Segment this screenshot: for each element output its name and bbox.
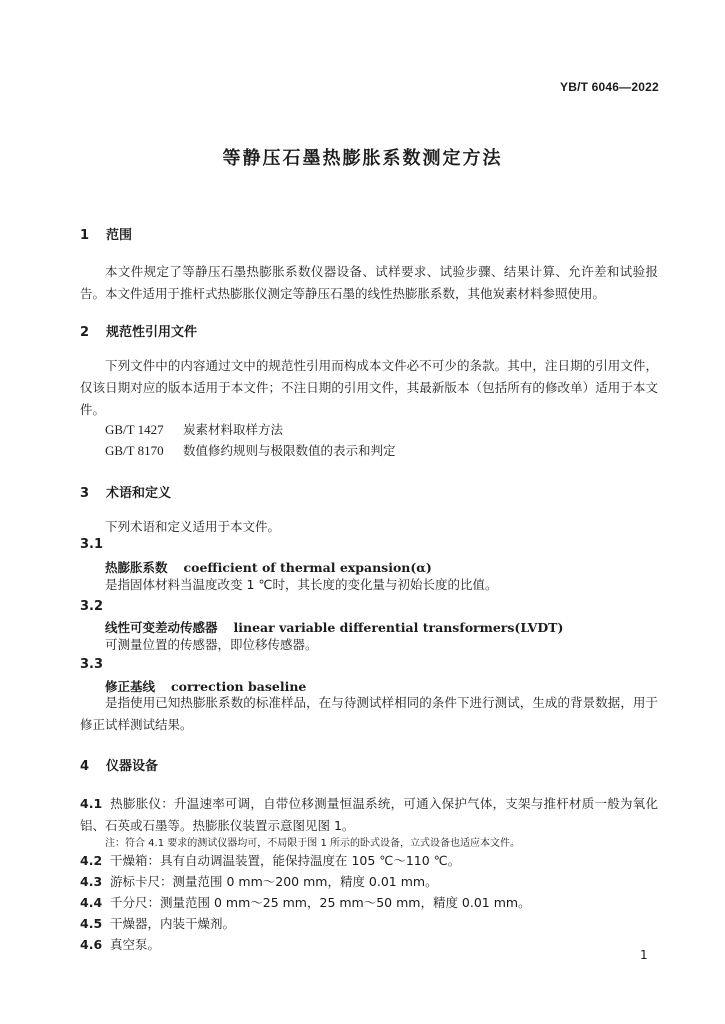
item-number: 4.1 xyxy=(80,796,103,811)
equipment-item xyxy=(80,871,438,893)
section-3-intro: 下列术语和定义适用于本文件。 xyxy=(105,519,281,534)
section-1-para-2: 本文件适用于推杆式热膨胀仪测定等静压石墨的线性热膨胀系数，其他炭素材料参照使用。 xyxy=(105,286,606,301)
reference-name: 炭素材料取样方法 xyxy=(183,422,284,437)
term-definition: 可测量位置的传感器，即位移传感器。 xyxy=(105,637,318,652)
item-number: 4.3 xyxy=(80,874,103,889)
reference-name: 数值修约规则与极限数值的表示和判定 xyxy=(183,443,396,458)
equipment-item xyxy=(80,892,531,914)
term-number: 3.3 xyxy=(80,657,104,672)
item-number: 4.2 xyxy=(80,853,103,868)
item-text: 干燥箱：具有自动调温装置，能保持温度在 105 ℃～110 ℃。 xyxy=(110,853,461,868)
section-title: 术语和定义 xyxy=(106,486,172,501)
term-number: 3.2 xyxy=(80,599,104,614)
equipment-item xyxy=(80,913,235,935)
item-number: 4.6 xyxy=(80,937,103,952)
item-text: 干燥器，内装干燥剂。 xyxy=(110,916,236,931)
term-cn: 热膨胀系数 xyxy=(105,560,168,575)
term-definition: 是指固体材料当温度改变 1 ℃时，其长度的变化量与初始长度的比值。 xyxy=(105,577,498,592)
section-1-para-1: 本文件规定了等静压石墨热膨胀系数仪器设备、试样要求、试验步骤、结果计算、允许差和试验报告。 xyxy=(80,264,658,301)
section-title: 规范性引用文件 xyxy=(106,325,198,340)
item-number: 4.5 xyxy=(80,916,103,931)
section-number: 2 xyxy=(80,325,90,340)
item-number: 4.4 xyxy=(80,895,103,910)
term-en: linear variable differential transformers(LVDT) xyxy=(233,620,564,635)
section-2-para-1: 下列文件中的内容通过文中的规范性引用而构成本文件必不可少的条款。其中，注日期的引用文件，仅该日期对应的版本适用于本文件；不注日期的引用文件，其最新版本（包括所有的修改单）适用于本文件。 xyxy=(80,358,658,417)
section-1-heading xyxy=(80,224,132,243)
term-en: correction baseline xyxy=(171,679,307,694)
reference-item xyxy=(105,440,396,462)
reference-code: GB/T 1427 xyxy=(105,422,164,437)
term-cn: 修正基线 xyxy=(105,679,156,694)
section-title: 范围 xyxy=(106,228,133,243)
equipment-item xyxy=(80,934,160,956)
document-title: 等静压石墨热膨胀系数测定方法 xyxy=(222,148,503,169)
section-2-heading xyxy=(80,321,197,340)
item-text: 热膨胀仪：升温速率可调，自带位移测量恒温系统，可通入保护气体，支架与推杆材质一般为氧化铝、石英或石墨等。热膨胀仪装置示意图见图 1。 xyxy=(80,796,658,833)
page-number: 1 xyxy=(640,948,648,962)
section-number: 3 xyxy=(80,486,90,501)
equipment-note: 注：符合 4.1 要求的测试仪器均可，不局限于图 1 所示的卧式设备，立式设备也适应本文件。 xyxy=(105,838,520,849)
term-definition: 是指使用已知热膨胀系数的标准样品，在与待测试样相同的条件下进行测试，生成的背景数据，用于修正试样测试结果。 xyxy=(80,695,658,732)
item-text: 游标卡尺：测量范围 0 mm～200 mm，精度 0.01 mm。 xyxy=(110,874,438,889)
standard-code: YB/T 6046—2022 xyxy=(560,80,659,94)
item-text: 真空泵。 xyxy=(110,937,161,952)
section-number: 1 xyxy=(80,228,90,243)
section-title: 仪器设备 xyxy=(106,759,159,774)
section-3-heading xyxy=(80,482,171,501)
section-4-heading xyxy=(80,755,158,774)
term-en: coefficient of thermal expansion(α) xyxy=(183,560,432,575)
reference-item xyxy=(105,419,283,441)
term-number: 3.1 xyxy=(80,537,104,552)
equipment-item-4-1 xyxy=(80,793,658,837)
equipment-item xyxy=(80,850,460,872)
reference-code: GB/T 8170 xyxy=(105,443,164,458)
term-cn: 线性可变差动传感器 xyxy=(105,620,218,635)
section-number: 4 xyxy=(80,759,90,774)
item-text: 千分尺：测量范围 0 mm～25 mm，25 mm～50 mm，精度 0.01 mm。 xyxy=(110,895,531,910)
